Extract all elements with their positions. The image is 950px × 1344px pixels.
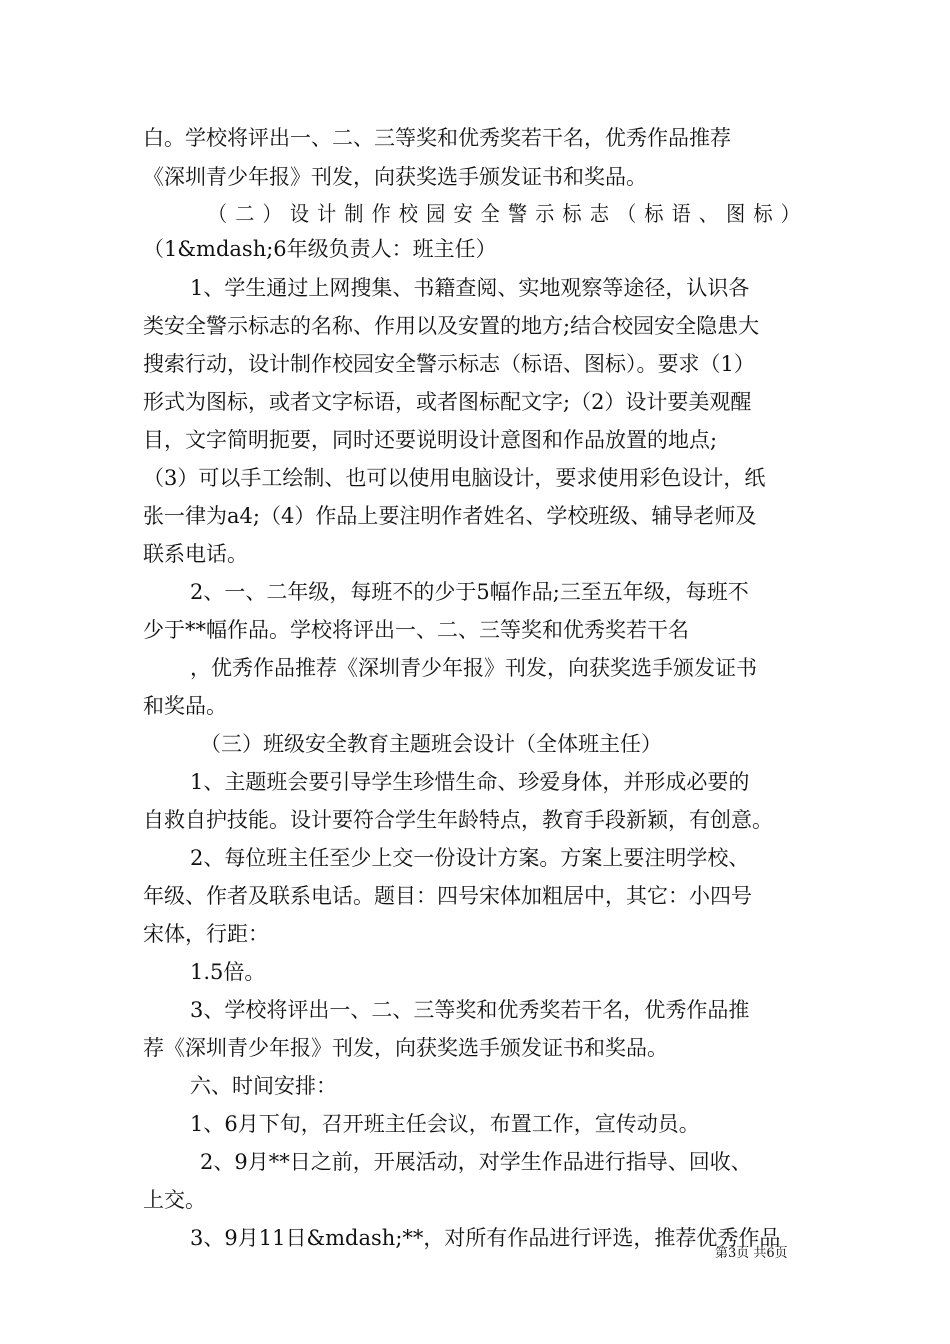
text-line-6: 类安全警示标志的名称、作用以及安置的地方;结合校园安全隐患大 bbox=[143, 314, 760, 338]
text-line-2: 《深圳青少年报》刊发，向获奖选手颁发证书和奖品。 bbox=[143, 165, 647, 189]
text-line-13: 2、一、二年级，每班不的少于5幅作品;三至五年级，每班不 bbox=[190, 580, 749, 604]
text-line-14: 少于**幅作品。学校将评出一、二、三等奖和优秀奖若干名 bbox=[143, 618, 689, 642]
text-line-9: 目，文字简明扼要，同时还要说明设计意图和作品放置的地点; bbox=[143, 428, 718, 452]
text-line-15: ，优秀作品推荐《深圳青少年报》刊发，向获奖选手颁发证书 bbox=[190, 656, 757, 680]
text-line-4: （1&mdash;6年级负责人：班主任） bbox=[143, 237, 497, 261]
text-line-8: 形式为图标，或者文字标语，或者图标配文字;（2）设计要美观醒 bbox=[143, 390, 752, 414]
text-line-21: 年级、作者及联系电话。题目：四号宋体加粗居中，其它：小四号 bbox=[143, 884, 752, 908]
text-line-19: 自救自护技能。设计要符合学生年龄特点，教育手段新颖，有创意。 bbox=[143, 808, 773, 832]
text-line-3: （二）设计制作校园安全警示标志（标语、图标） bbox=[208, 202, 809, 226]
text-line-11: 张一律为a4;（4）作品上要注明作者姓名、学校班级、辅导老师及 bbox=[143, 504, 757, 528]
text-line-27: 1、6月下旬，召开班主任会议，布置工作，宣传动员。 bbox=[190, 1112, 700, 1136]
text-line-18: 1、主题班会要引导学生珍惜生命、珍爱身体，并形成必要的 bbox=[190, 770, 750, 794]
text-line-7: 搜索行动，设计制作校园安全警示标志（标语、图标）。要求（1） bbox=[143, 352, 755, 376]
text-line-26: 六、时间安排： bbox=[190, 1074, 337, 1098]
text-line-10: （3）可以手工绘制、也可以使用电脑设计，要求使用彩色设计，纸 bbox=[143, 466, 766, 490]
text-line-29: 上交。 bbox=[143, 1188, 206, 1212]
text-line-24: 3、学校将评出一、二、三等奖和优秀奖若干名，优秀作品推 bbox=[190, 998, 750, 1022]
text-line-12: 联系电话。 bbox=[143, 542, 248, 566]
text-line-17: （三）班级安全教育主题班会设计（全体班主任） bbox=[200, 732, 662, 756]
text-line-1: 白。学校将评出一、二、三等奖和优秀奖若干名，优秀作品推荐 bbox=[143, 126, 731, 150]
text-line-28: 2、9月**日之前，开展活动，对学生作品进行指导、回收、 bbox=[200, 1150, 752, 1174]
text-line-23: 1.5倍。 bbox=[190, 960, 266, 984]
text-line-30: 3、9月11日&mdash;**，对所有作品进行评选，推荐优秀作品 bbox=[190, 1226, 781, 1250]
text-line-16: 和奖品。 bbox=[143, 694, 227, 718]
text-line-20: 2、每位班主任至少上交一份设计方案。方案上要注明学校、 bbox=[190, 846, 750, 870]
text-line-5: 1、学生通过上网搜集、书籍查阅、实地观察等途径，认识各 bbox=[190, 276, 750, 300]
page-number-footer: 第3页 共6页 bbox=[715, 1246, 788, 1261]
text-line-22: 宋体，行距： bbox=[143, 922, 269, 946]
text-line-25: 荐《深圳青少年报》刊发，向获奖选手颁发证书和奖品。 bbox=[143, 1036, 668, 1060]
